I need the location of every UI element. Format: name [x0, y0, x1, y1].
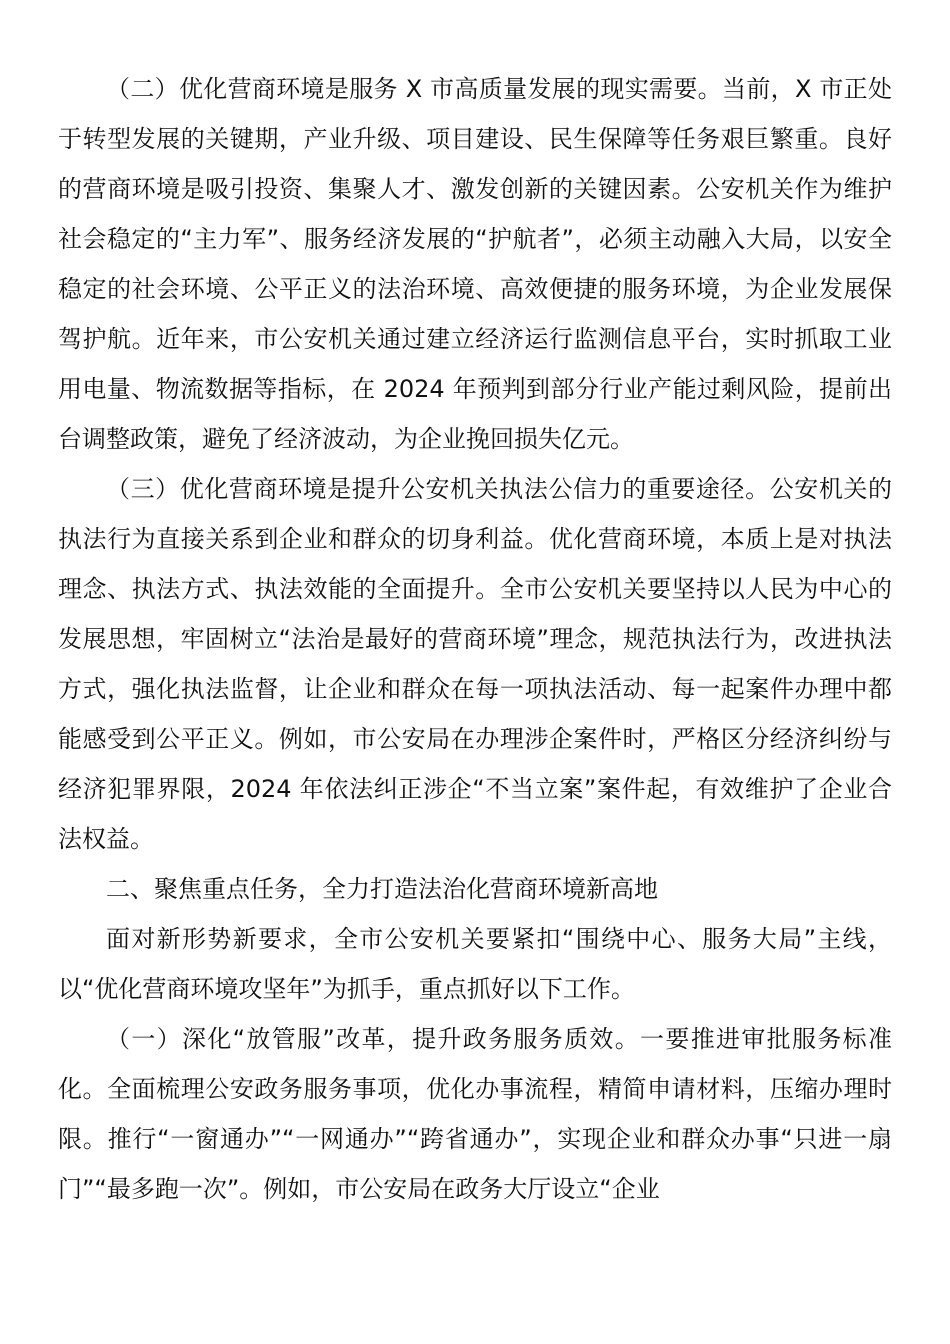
paragraph-intro: 面对新形势新要求，全市公安机关要紧扣“围绕中心、服务大局”主线，以“优化营商环境攻坚年”为抓手，重点抓好以下工作。	[58, 925, 892, 1003]
section-heading: 二、聚焦重点任务，全力打造法治化营商环境新高地	[106, 875, 658, 903]
paragraph-1-subsection: （一）深化“放管服”改革，提升政务服务质效。一要推进审批服务标准化。全面梳理公安政务服务事项，优化办事流程，精简申请材料，压缩办理时限。推行“一窗通办”“一网通办”“跨省通办”，实现企业和群众办事“只进一扇门”“最多跑一次”。例如，市公安局在政务大厅设立“企业	[58, 1025, 892, 1203]
document-body	[58, 64, 892, 1214]
paragraph-2-section: （二）优化营商环境是服务 X 市高质量发展的现实需要。当前，X 市正处于转型发展的关键期，产业升级、项目建设、民生保障等任务艰巨繁重。良好的营商环境是吸引投资、集聚人才、激发创新的关键因素。公安机关作为维护社会稳定的“主力军”、服务经济发展的“护航者”，必须主动融入大局，以安全稳定的社会环境、公平正义的法治环境、高效便捷的服务环境，为企业发展保驾护航。近年来，市公安机关通过建立经济运行监测信息平台，实时抓取工业用电量、物流数据等指标，在 2024 年预判到部分行业产能过剩风险，提前出台调整政策，避免了经济波动，为企业挽回损失亿元。	[58, 75, 892, 453]
paragraph-3-section: （三）优化营商环境是提升公安机关执法公信力的重要途径。公安机关的执法行为直接关系到企业和群众的切身利益。优化营商环境，本质上是对执法理念、执法方式、执法效能的全面提升。全市公安机关要坚持以人民为中心的发展思想，牢固树立“法治是最好的营商环境”理念，规范执法行为，改进执法方式，强化执法监督，让企业和群众在每一项执法活动、每一起案件办理中都能感受到公平正义。例如，市公安局在办理涉企案件时，严格区分经济纠纷与经济犯罪界限，2024 年依法纠正涉企“不当立案”案件起，有效维护了企业合法权益。	[58, 475, 892, 853]
